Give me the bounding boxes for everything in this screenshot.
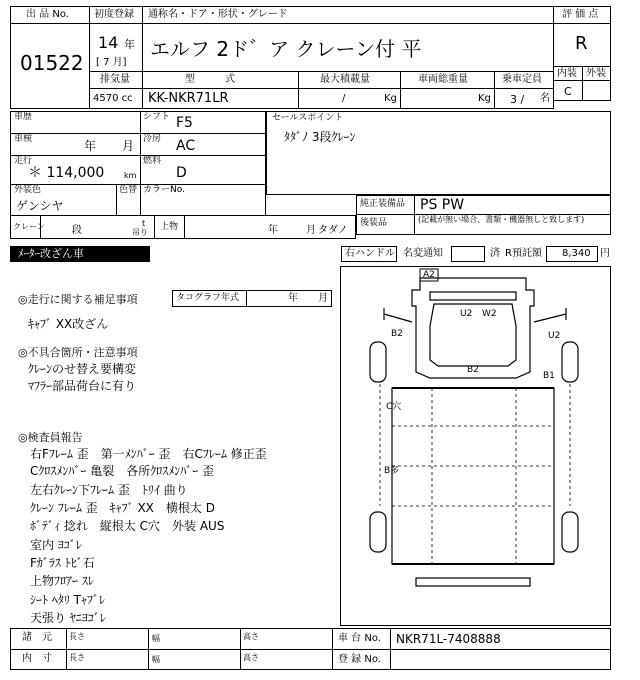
recycle-prefix: 済 — [490, 248, 500, 259]
interior-grade-label: 内装 — [557, 68, 577, 79]
rear-bumper — [416, 578, 530, 586]
damage-mark: B2 — [391, 329, 403, 339]
gross-weight-unit: Kg — [478, 93, 491, 104]
inspector-line: 上物ﾌﾛｱｰ ｽﾚ — [30, 574, 94, 588]
damage-mark: B1 — [543, 371, 555, 381]
aftermarket-note: (記載が無い場合、書類・機器無しと致します) — [418, 215, 585, 224]
width-label: 幅 — [152, 655, 160, 664]
damage-mark: B2 — [467, 365, 479, 375]
max-load-label: 最大積載量 — [320, 74, 370, 85]
width-label: 幅 — [152, 634, 160, 643]
damage-mark: B多 — [384, 466, 400, 476]
inspector-line: Fｶﾞﾗｽ ﾄﾋﾞ石 — [30, 556, 95, 570]
crane-label: クレーン — [13, 222, 45, 231]
model-type: KK-NKR71LR — [148, 91, 229, 106]
color-change-label: 色替 — [119, 185, 138, 195]
front-bumper — [430, 292, 516, 300]
lot-no: 01522 — [20, 51, 84, 75]
height-label: 高さ — [243, 653, 259, 662]
name-change-box — [451, 246, 485, 262]
color-label: 外装色 — [14, 185, 42, 195]
windshield — [430, 304, 516, 366]
lot-no-label: 出 品 No. — [26, 9, 69, 20]
first-reg-year: 14 — [98, 33, 119, 52]
travel-notes-text: ｷｬﾌﾞ XX改ざん — [28, 317, 109, 331]
shift: F5 — [176, 115, 193, 131]
fuel: D — [176, 165, 187, 181]
model-name-label: 通称名・ドア・形状・グレード — [148, 9, 288, 20]
crane-ton: t — [142, 219, 146, 228]
top-equipment-month: 月 — [306, 225, 316, 236]
first-reg-month: [ 7 月] — [96, 57, 127, 68]
inspector-line: 左右ｸﾚｰﾝ下ﾌﾚｰﾑ 歪 ﾄﾘｲ 曲り — [30, 483, 188, 497]
ac: AC — [176, 138, 196, 154]
capacity: 3 / — [510, 93, 525, 106]
mirror-right — [534, 308, 566, 322]
mileage: ＊ 114,000 — [28, 165, 105, 181]
defect-line: ﾏﾌﾗｰ部品荷台に有り — [28, 379, 137, 393]
inspector-line: 右Fﾌﾚｰﾑ 歪 第一ﾒﾝﾊﾞｰ 歪 右Cﾌﾚｰﾑ 修正歪 — [30, 447, 267, 461]
gross-weight-label: 車両総重量 — [418, 74, 468, 85]
first-reg-year-unit: 年 — [124, 38, 135, 51]
aftermarket-label: 後装品 — [360, 218, 388, 228]
capacity-label: 乗車定員 — [502, 74, 542, 85]
mileage-label: 走行 — [14, 156, 33, 166]
inspector-line: Cｸﾛｽﾒﾝﾊﾞｰ 亀裂 各所ｸﾛｽﾒﾝﾊﾞｰ 歪 — [30, 464, 215, 478]
mileage-unit: km — [124, 171, 137, 180]
top-equipment-year: 年 — [268, 225, 278, 236]
chassis-label: 車 台 No. — [338, 633, 381, 644]
genuine-equipment: PS PW — [420, 197, 465, 213]
spec-row-label: 諸 元 — [22, 632, 52, 643]
front-right-wheel — [562, 342, 578, 382]
overall-grade: R — [575, 33, 588, 54]
length-label: 長さ — [69, 653, 85, 662]
steering: 右ハンドル — [345, 248, 395, 259]
color-code-label: カラーNo. — [143, 185, 185, 195]
travel-notes-label: ◎走行に関する補足事項 — [18, 293, 138, 306]
capacity-unit: 名 — [540, 93, 550, 104]
inspector-line: ｼｰﾄ ﾍﾀﾘ Tｬﾌﾞﾚ — [30, 593, 105, 607]
tacho-month: 月 — [318, 293, 328, 304]
displacement: 4570 cc — [93, 93, 133, 104]
ac-label: 冷房 — [143, 134, 162, 144]
rear-left-wheel — [370, 512, 386, 552]
exterior-grade-label: 外装 — [586, 68, 606, 79]
name-change-label: 名変通知 — [403, 248, 443, 259]
max-load: / — [342, 93, 346, 104]
max-load-unit: Kg — [384, 93, 397, 104]
damage-mark: A2 — [423, 270, 435, 280]
height-label: 高さ — [243, 632, 259, 641]
interior-grade: C — [564, 85, 572, 98]
inspection-label: 車検 — [14, 134, 33, 144]
top-equipment-label: 上物 — [160, 222, 179, 232]
chassis-no: NKR71L-7408888 — [396, 632, 501, 646]
tacho-year: 年 — [288, 293, 298, 304]
inspector-line: 天張り ﾔﾆﾖｺﾞﾚ — [30, 611, 106, 625]
sales-point-label: セールスポイント — [272, 113, 344, 123]
recycle-label: R預託額 — [505, 248, 542, 259]
history-label: 車歴 — [14, 112, 33, 122]
rear-right-wheel — [562, 512, 578, 552]
sales-point-text: ﾀﾀﾞﾉ 3段ｸﾚｰﾝ — [284, 130, 356, 144]
front-left-wheel — [370, 342, 386, 382]
inspector-report-label: ◎検査員報告 — [18, 431, 83, 444]
recycle-amount: 8,340 — [562, 248, 591, 259]
displacement-label: 排気量 — [100, 74, 130, 85]
damage-mark: W2 — [482, 309, 497, 319]
reg-no-label: 登 録 No. — [338, 654, 381, 665]
inner-size-label: 内 寸 — [22, 653, 52, 664]
inspector-line: ﾎﾞﾃﾞｨ 捻れ 縦根太 C穴 外装 AUS — [30, 519, 225, 533]
genuine-label: 純正装備品 — [360, 199, 406, 209]
type-label: 型 式 — [185, 74, 235, 85]
inspection-year: 年 — [84, 139, 97, 153]
shift-label: シフト — [143, 112, 171, 122]
first-reg-label: 初度登録 — [94, 9, 134, 20]
length-label: 長さ — [69, 632, 85, 641]
defect-line: ｸﾚｰﾝのせ替え要構変 — [28, 362, 137, 376]
damage-mark: U2 — [548, 331, 561, 341]
mirror-left — [384, 308, 412, 322]
damage-mark: U2 — [460, 309, 473, 319]
inspector-line: ｸﾚｰﾝ ﾌﾚｰﾑ 歪 ｷｬﾌﾞ XX 横根太 D — [30, 501, 215, 515]
grade-label: 評 価 点 — [562, 9, 599, 20]
truck-diagram — [340, 266, 611, 626]
crane-stage: 段 — [72, 225, 82, 236]
model-name: エルフ 2ド゛ア クレーン付 平 — [150, 37, 422, 61]
defect-notes-label: ◎不具合箇所・注意事項 — [18, 346, 138, 359]
fuel-label: 燃料 — [143, 156, 162, 166]
color: ゲンシヤ — [16, 199, 64, 213]
top-equipment-maker: タダノ — [318, 225, 348, 236]
inspector-line: 室内 ﾖｺﾞﾚ — [30, 538, 82, 552]
inspection-month: 月 — [122, 139, 135, 153]
crane-lift: 吊り — [132, 228, 148, 237]
damage-mark: C穴 — [386, 402, 402, 412]
tacho-label: タコグラフ年式 — [176, 293, 240, 303]
bed-outline — [392, 388, 554, 564]
recycle-unit: 円 — [600, 248, 610, 259]
